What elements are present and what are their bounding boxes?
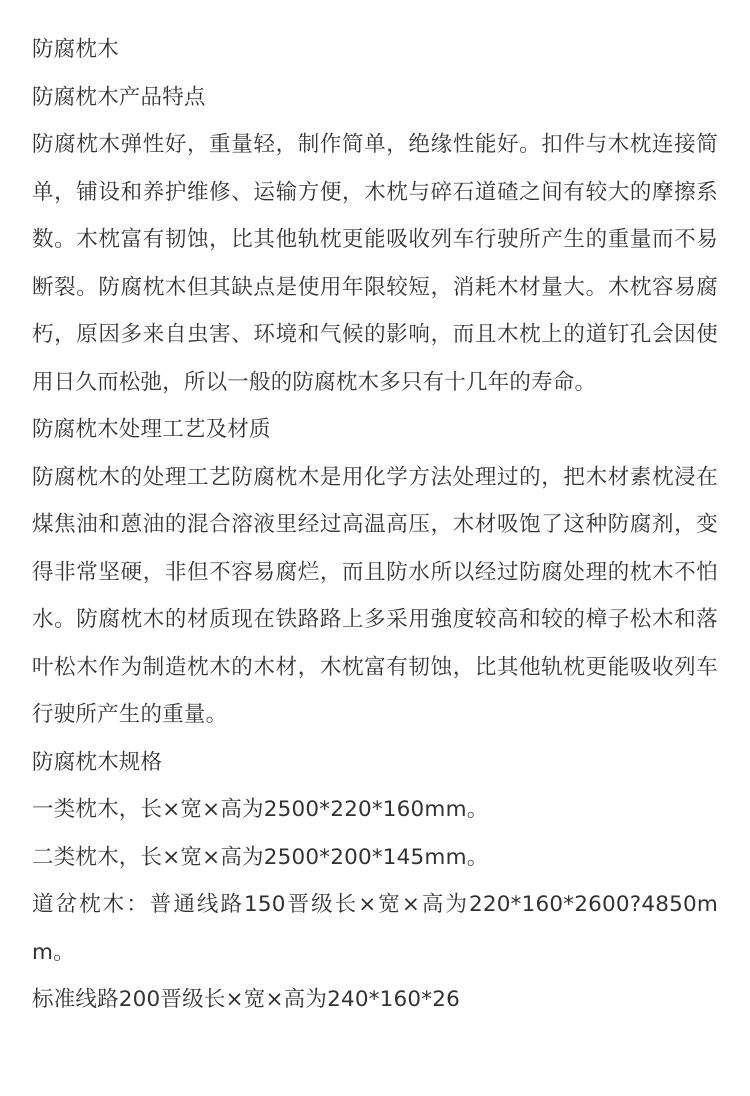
section-body-features: 防腐枕木弹性好，重量轻，制作简单，绝缘性能好。扣件与木枕连接简单，铺设和养护维修、运输方便，木枕与碎石道碴之间有较大的摩擦系数。木枕富有韧蚀，比其他轨枕更能吸收列车行驶所产生的重量而不易断裂。防腐枕木但其缺点是使用年限较短，消耗木材量大。木枕容易腐朽，原因多来自虫害、环境和气候的影响，而且木枕上的道钉孔会因使用日久而松弛，所以一般的防腐枕木多只有十几年的寿命。 — [32, 132, 718, 395]
spec-line: 一类枕木，长×宽×高为2500*220*160mm。 — [32, 797, 489, 822]
section-heading-features: 防腐枕木产品特点 — [32, 84, 206, 110]
spec-line: 道岔枕木：普通线路150晋级长×宽×高为220*160*2600?4850mm。 — [32, 892, 718, 965]
section-body-process: 防腐枕木的处理工艺防腐枕木是用化学方法处理过的，把木材素枕浸在煤焦油和蒽油的混合溶液里经过高温高压，木材吸饱了这种防腐剂，变得非常坚硬，非但不容易腐烂，而且防水所以经过防腐处理的枕木不怕水。防腐枕木的材质现在铁路路上多采用強度较高和较的樟子松木和落叶松木作为制造枕木的木材，木枕富有韧蚀，比其他轨枕更能吸收列车行驶所产生的重量。 — [32, 464, 718, 727]
section-heading-spec: 防腐枕木规格 — [32, 749, 163, 775]
section-heading-process: 防腐枕木处理工艺及材质 — [32, 417, 271, 442]
doc-title: 防腐枕木 — [32, 37, 119, 62]
spec-line: 标准线路200晋级长×宽×高为240*160*26 — [32, 987, 460, 1012]
spec-line: 二类枕木，长×宽×高为2500*200*145mm。 — [32, 844, 489, 870]
